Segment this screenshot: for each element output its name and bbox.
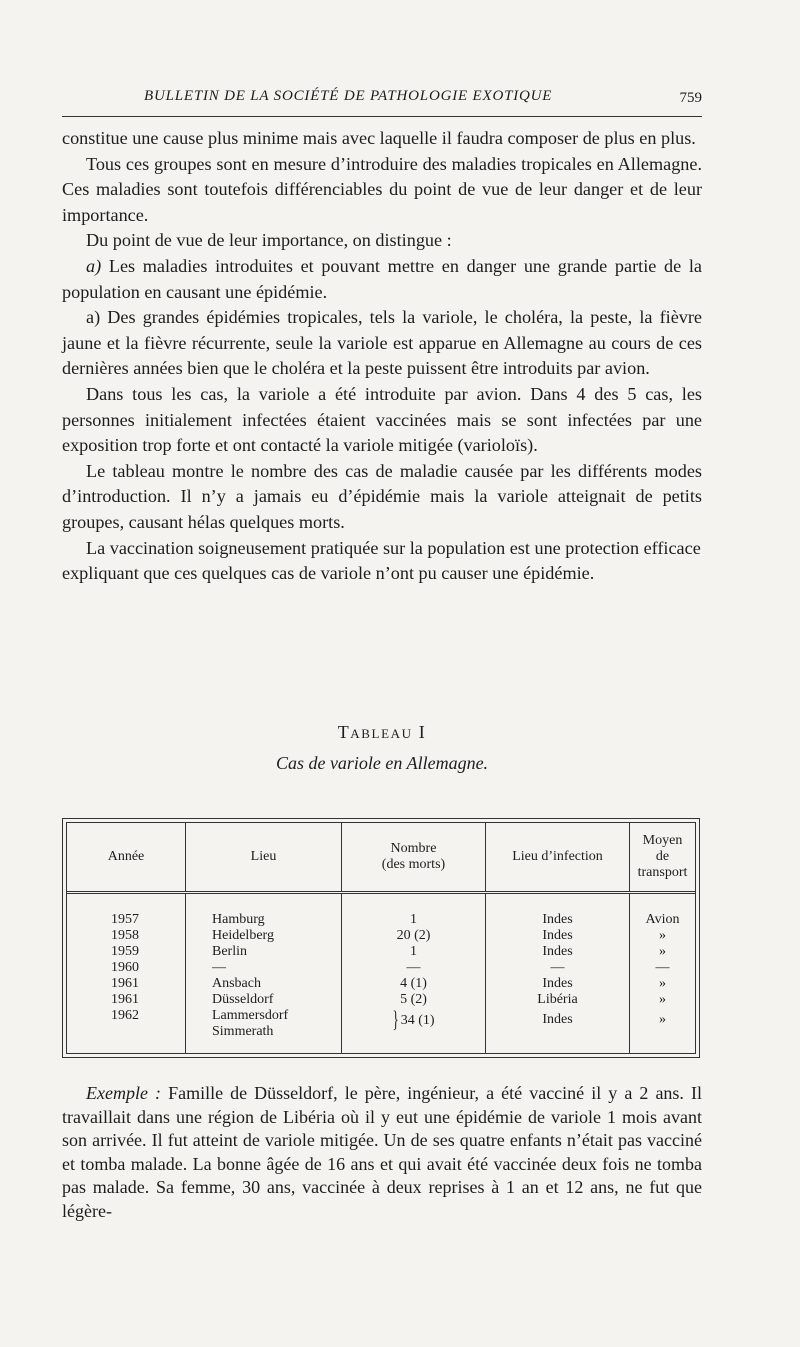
example-label: Exemple :	[86, 1083, 162, 1103]
body-text	[62, 126, 702, 587]
paragraph: La vaccination soigneusement pratiquée sur la population est une protection efficace expliquant que ces quelques cas de variole n’ont pu causer une épidémie.	[62, 537, 701, 584]
table-cell: —	[406, 960, 421, 975]
table-cell: 5 (2)	[400, 992, 427, 1007]
paragraph-letter: a)	[86, 255, 102, 276]
header-transport-line2: de transport	[637, 849, 688, 880]
table-cell: 1	[410, 944, 417, 959]
table-cell: Indes	[542, 944, 573, 959]
paragraph	[62, 1082, 702, 1224]
page-header	[62, 86, 702, 112]
table-cell: 1961	[111, 992, 139, 1007]
table-cell: »	[659, 928, 666, 943]
paragraph: a) Des grandes épidémies tropicales, tels la variole, le choléra, la peste, la fièvre jaune et la fièvre récurrente, seule la variole est apparue en Allemagne au cours de ces dernières années bien que le choléra et la peste puissent être introduits par avion.	[62, 307, 702, 379]
table-cell: 1959	[111, 944, 139, 959]
table-cell: »	[659, 992, 666, 1007]
table-cell: »	[659, 944, 666, 959]
table-cell: Indes	[542, 1012, 573, 1027]
header-infection: Lieu d’infection	[486, 823, 630, 893]
header-number-line1: Nombre	[390, 841, 437, 856]
smallpox-table	[67, 823, 695, 1053]
header-transport	[630, 823, 696, 893]
header-number-line2: (des morts)	[381, 857, 446, 872]
table-cell: 1958	[111, 928, 139, 943]
header-place: Lieu	[186, 823, 342, 893]
header-rule	[62, 116, 702, 117]
header-transport-line1: Moyen	[642, 833, 683, 848]
table-cell: —	[655, 960, 670, 975]
paragraph: Tous ces groupes sont en mesure d’introduire des maladies tropicales en Allemagne. Ces maladies sont toutefois différenciables du point de vue de leur danger et de leur importance.	[62, 153, 702, 225]
table-cell: 1	[410, 912, 417, 927]
table-cell: Ansbach	[212, 976, 261, 991]
table-inner-frame	[66, 822, 696, 1054]
table-cell: 1957	[111, 912, 139, 927]
place-column	[186, 893, 342, 1054]
example-paragraph	[62, 1082, 702, 1224]
table-cell: —	[550, 960, 565, 975]
header-year: Année	[67, 823, 186, 893]
table-cell-braced	[346, 1005, 481, 1033]
page-number: 759	[679, 90, 702, 106]
year-column	[67, 893, 186, 1054]
table-cell: Düsseldorf	[212, 992, 274, 1007]
running-title: BULLETIN DE LA SOCIÉTÉ DE PATHOLOGIE EXOTIQUE	[144, 88, 553, 104]
table-cell: Lammersdorf	[212, 1008, 289, 1023]
table-caption	[62, 722, 702, 774]
table-cell: Indes	[542, 976, 573, 991]
example-text: Famille de Düsseldorf, le père, ingénieur, a été vacciné il y a 2 ans. Il travaillait dans une région de Libéria où il y eut une épidémie de variole 1 mois avant son arrivée. Il fut atteint de variole mitigée. Un de ses quatre enfants n’était pas vacciné et tomba malade. La bonne âgée de 16 ans et qui avait été vaccinée deux fois ne tomba pas malade. Sa femme, 30 ans, vaccinée à deux reprises à 1 an et 12 ans, ne fut que légère-	[62, 1083, 702, 1221]
infection-column	[486, 893, 630, 1054]
table-body-row	[67, 893, 695, 1054]
header-number	[342, 823, 486, 893]
transport-column	[630, 893, 696, 1054]
paragraph: constitue une cause plus minime mais avec laquelle il faudra composer de plus en plus.	[62, 128, 696, 148]
table-cell: »	[659, 1012, 666, 1027]
table-cell: Berlin	[212, 944, 247, 959]
paragraph	[62, 254, 702, 305]
paragraph: Dans tous les cas, la variole a été introduite par avion. Dans 4 des 5 cas, les personnes initialement infectées étaient vaccinées mais se sont infectées par une exposition trop forte et ont contacté la variole mitigée (varioloïs).	[62, 383, 702, 456]
table-cell: Hamburg	[212, 912, 265, 927]
table-title: Tableau I	[337, 722, 427, 742]
table-cell: 34 (1)	[400, 1013, 435, 1028]
table-cell: Avion	[645, 912, 680, 927]
table-cell: Libéria	[537, 992, 578, 1007]
number-column	[342, 893, 486, 1054]
table-header-row	[67, 823, 695, 893]
table-cell: 1961	[111, 976, 139, 991]
table-cell: 1960	[111, 960, 139, 975]
table-frame	[62, 818, 700, 1058]
table-cell: Indes	[542, 928, 573, 943]
table-cell: —	[212, 960, 226, 975]
paragraph: Du point de vue de leur importance, on distingue :	[86, 230, 452, 251]
table-cell: 20 (2)	[396, 928, 431, 943]
table-cell: Heidelberg	[212, 928, 274, 943]
brace-glyph: }	[392, 1005, 399, 1033]
table-subtitle: Cas de variole en Allemagne.	[275, 753, 489, 773]
table-cell: Indes	[542, 912, 573, 927]
paragraph: Le tableau montre le nombre des cas de maladie causée par les différents modes d’introduction. Il n’y a jamais eu d’épidémie mais la variole atteignait de petits groupes, causant hélas quelques morts.	[62, 460, 702, 532]
table-cell: Simmerath	[212, 1024, 274, 1039]
paragraph-text: Les maladies introduites et pouvant mettre en danger une grande partie de la population en causant une épidémie.	[62, 255, 702, 302]
table-cell: »	[659, 976, 666, 991]
table-cell: 1962	[111, 1008, 139, 1023]
table-cell: 4 (1)	[400, 976, 427, 991]
